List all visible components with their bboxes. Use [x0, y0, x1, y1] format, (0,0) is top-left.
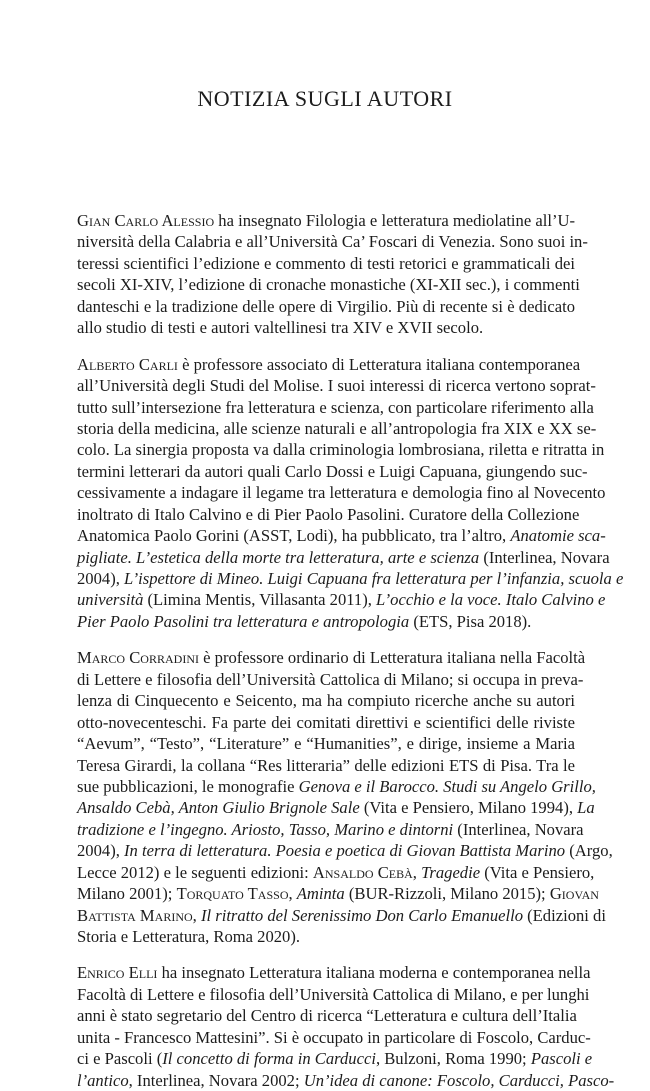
work-title: Pier Paolo Pasolini tra letteratura e antropologia [77, 611, 410, 631]
work-title: In terra di letteratura. Poesia e poetica di Giovan Battista Marino [124, 841, 566, 861]
text-segment: Lecce 2012) e le seguenti edizioni: [77, 862, 313, 882]
text-line [77, 274, 580, 295]
text-segment: Anatomica Paolo Gorini (ASST, Lodi), ha pubblicato, tra l’altro, [77, 526, 511, 546]
work-title: tradizione e l’ingegno. Ariosto, Tasso, Marino e dintorni [77, 819, 454, 839]
text-segment: , Interlinea, Novara 2002; [128, 1070, 304, 1090]
text-segment: 2004), [77, 569, 125, 588]
text-line [77, 755, 575, 776]
work-title: università [77, 590, 144, 610]
text-segment: è professore ordinario di Letteratura italiana nella Facoltà [198, 648, 586, 668]
text-segment: (Argo, [565, 841, 613, 861]
text-segment: cessivamente a indagare il legame tra letteratura e demologia fino al Novecento [77, 483, 606, 503]
author-name: Alberto Carli [77, 354, 178, 374]
text-line [77, 547, 610, 568]
work-title: Pascoli e [530, 1049, 593, 1069]
author-name: Ansaldo Cebà [312, 862, 413, 882]
text-segment: anni è stato segretario del Centro di ricerca “Letteratura e cultura dell’Italia [77, 1006, 577, 1026]
work-title: Aminta [296, 884, 345, 904]
author-notes [77, 210, 624, 1091]
text-line [77, 905, 606, 926]
author-note [77, 647, 613, 947]
work-title: Ansaldo Cebà, Anton Giulio Brignole Sale [77, 798, 360, 818]
text-segment: colo. La sinergia proposta va dalla criminologia lombrosiana, riletta e ritratta in [77, 440, 605, 460]
text-segment: ha insegnato Letteratura italiana moderna e contemporanea nella [157, 963, 591, 983]
author-name: Giovan [549, 884, 599, 904]
text-segment: ha insegnato Filologia e letteratura mediolatine all’U- [214, 211, 575, 230]
text-segment: “Aevum”, “Testo”, “Literature” e “Humanities”, e dirige, insieme a Maria [77, 734, 575, 754]
work-title: L’occhio e la voce. Italo Calvino e [376, 590, 606, 610]
text-line [77, 253, 575, 274]
text-segment: , Bulzoni, Roma 1990; [375, 1049, 531, 1069]
text-line [77, 797, 595, 818]
text-segment: (Vita e Pensiero, [480, 862, 595, 882]
text-line [77, 776, 596, 797]
text-segment: Milano 2001); [77, 884, 177, 904]
text-segment: unita - Francesco Mattesini”. Si è occupato in particolare di Foscolo, Carduc- [77, 1027, 591, 1047]
author-name: Battista Marino [77, 905, 193, 925]
page-title: NOTIZIA SUGLI AUTORI [197, 86, 453, 111]
text-line [77, 690, 575, 711]
text-segment: niversità della Calabria e all’Università Ca’ Foscari di Venezia. Sono suoi in- [77, 232, 588, 252]
text-segment: Facoltà di Lettere e filosofia dell’Università Cattolica di Milano, e per lunghi [77, 984, 590, 1004]
author-name: Torquato Tasso [176, 884, 289, 904]
work-title: Anatomie sca- [510, 526, 606, 546]
text-line [77, 862, 595, 883]
text-line [77, 1070, 615, 1091]
text-line [77, 840, 613, 861]
text-line [77, 296, 575, 317]
text-segment: ci e Pascoli ( [77, 1049, 163, 1069]
work-title: Genova e il Barocco. Studi su Angelo Grillo, [298, 776, 596, 796]
text-line [77, 418, 597, 439]
author-name: Enrico Elli [77, 963, 158, 983]
text-segment: Teresa Girardi, la collana “Res litteraria” delle edizioni ETS di Pisa. Tra le [77, 755, 575, 775]
author-note [77, 354, 624, 633]
text-line [77, 461, 588, 482]
text-line [77, 375, 596, 396]
text-line [77, 733, 575, 754]
text-segment: all’Università degli Studi del Molise. I suoi interessi di ricerca vertono soprat- [77, 376, 596, 396]
author-name: Gian Carlo Alessio [77, 211, 215, 230]
text-line [77, 439, 605, 460]
text-segment: termini letterari da autori quali Carlo Dossi e Luigi Capuana, giungendo suc- [77, 461, 588, 481]
text-line [77, 962, 591, 983]
text-segment: tutto sull’intersezione fra letteratura e scienza, con particolare riferimento alla [77, 397, 594, 417]
text-segment: (Interlinea, Novara [453, 819, 584, 839]
text-segment: storia della medicina, alle scienze naturali e all’antropologia fra XIX e XX se- [77, 418, 597, 438]
work-title: Tragedie [421, 862, 481, 882]
text-segment: di Lettere e filosofia dell’Università Cattolica di Milano; si occupa in preva- [77, 669, 584, 689]
text-line [77, 669, 584, 690]
text-line [77, 589, 606, 610]
text-line [77, 926, 575, 947]
text-segment: , [412, 862, 422, 882]
text-segment: Storia e Letteratura, Roma 2020). [77, 927, 301, 946]
text-line [77, 397, 594, 418]
text-segment: teressi scientifici l’edizione e commento di testi retorici e grammaticali dei [77, 253, 575, 273]
text-segment: , [288, 884, 297, 904]
text-segment: inoltrato di Italo Calvino e di Pier Paolo Pasolini. Curatore della Collezione [77, 504, 580, 524]
text-segment: allo studio di testi e autori valtellinesi tra XIV e XVII secolo. [77, 318, 484, 338]
text-segment: (Vita e Pensiero, Milano 1994), [359, 798, 578, 818]
text-segment: otto-novecenteschi. Fa parte dei comitati direttivi e scientifici delle riviste [77, 712, 575, 732]
text-line [77, 984, 590, 1005]
text-line [77, 712, 575, 733]
text-segment: secoli XI-XIV, l’edizione di cronache monastiche (XI-XII sec.), i commenti [77, 275, 580, 295]
work-title: Il ritratto del Serenissimo Don Carlo Emanuello [200, 905, 523, 925]
text-line [77, 1048, 593, 1069]
text-segment: 2004), [77, 841, 125, 861]
text-line [77, 611, 575, 632]
text-line [77, 1027, 591, 1048]
text-segment: (Edizioni di [523, 905, 606, 925]
text-line [77, 819, 584, 840]
text-segment: danteschi e la tradizione delle opere di Virgilio. Più di recente si è dedicato [77, 296, 575, 316]
text-segment: (BUR-Rizzoli, Milano 2015); [344, 884, 550, 904]
text-line [77, 482, 606, 503]
work-title: Un’idea di canone: Foscolo, Carducci, Pasco- [303, 1070, 615, 1090]
text-segment: (Interlinea, Novara [479, 547, 610, 567]
text-line [77, 317, 575, 338]
text-line [77, 210, 575, 231]
text-segment: sue pubblicazioni, le monografie [77, 776, 299, 796]
text-line [77, 883, 599, 904]
text-segment: , [192, 905, 201, 925]
author-note [77, 210, 588, 339]
text-segment: (Limina Mentis, Villasanta 2011), [143, 590, 377, 610]
text-line [77, 568, 624, 589]
text-segment: è professore associato di Letteratura italiana contemporanea [177, 354, 581, 374]
text-line [77, 1005, 575, 1026]
work-title: pigliate. L’estetica della morte tra letteratura, arte e scienza [77, 547, 480, 567]
text-segment: lenza di Cinquecento e Seicento, ma ha compiuto ricerche anche su autori [77, 691, 575, 711]
work-title: La [577, 798, 595, 818]
author-name: Marco Corradini [77, 648, 199, 668]
work-title: l’antico [77, 1070, 129, 1090]
text-line [77, 504, 580, 525]
author-note [77, 962, 615, 1091]
text-segment: (ETS, Pisa 2018). [409, 611, 532, 631]
work-title: L’ispettore di Mineo. Luigi Capuana fra letteratura per l’infanzia, scuola e [124, 569, 624, 588]
text-line [77, 647, 586, 668]
text-line [77, 231, 588, 252]
text-line [77, 525, 606, 546]
work-title: Il concetto di forma in Carducci [162, 1049, 376, 1069]
text-line [77, 354, 581, 375]
